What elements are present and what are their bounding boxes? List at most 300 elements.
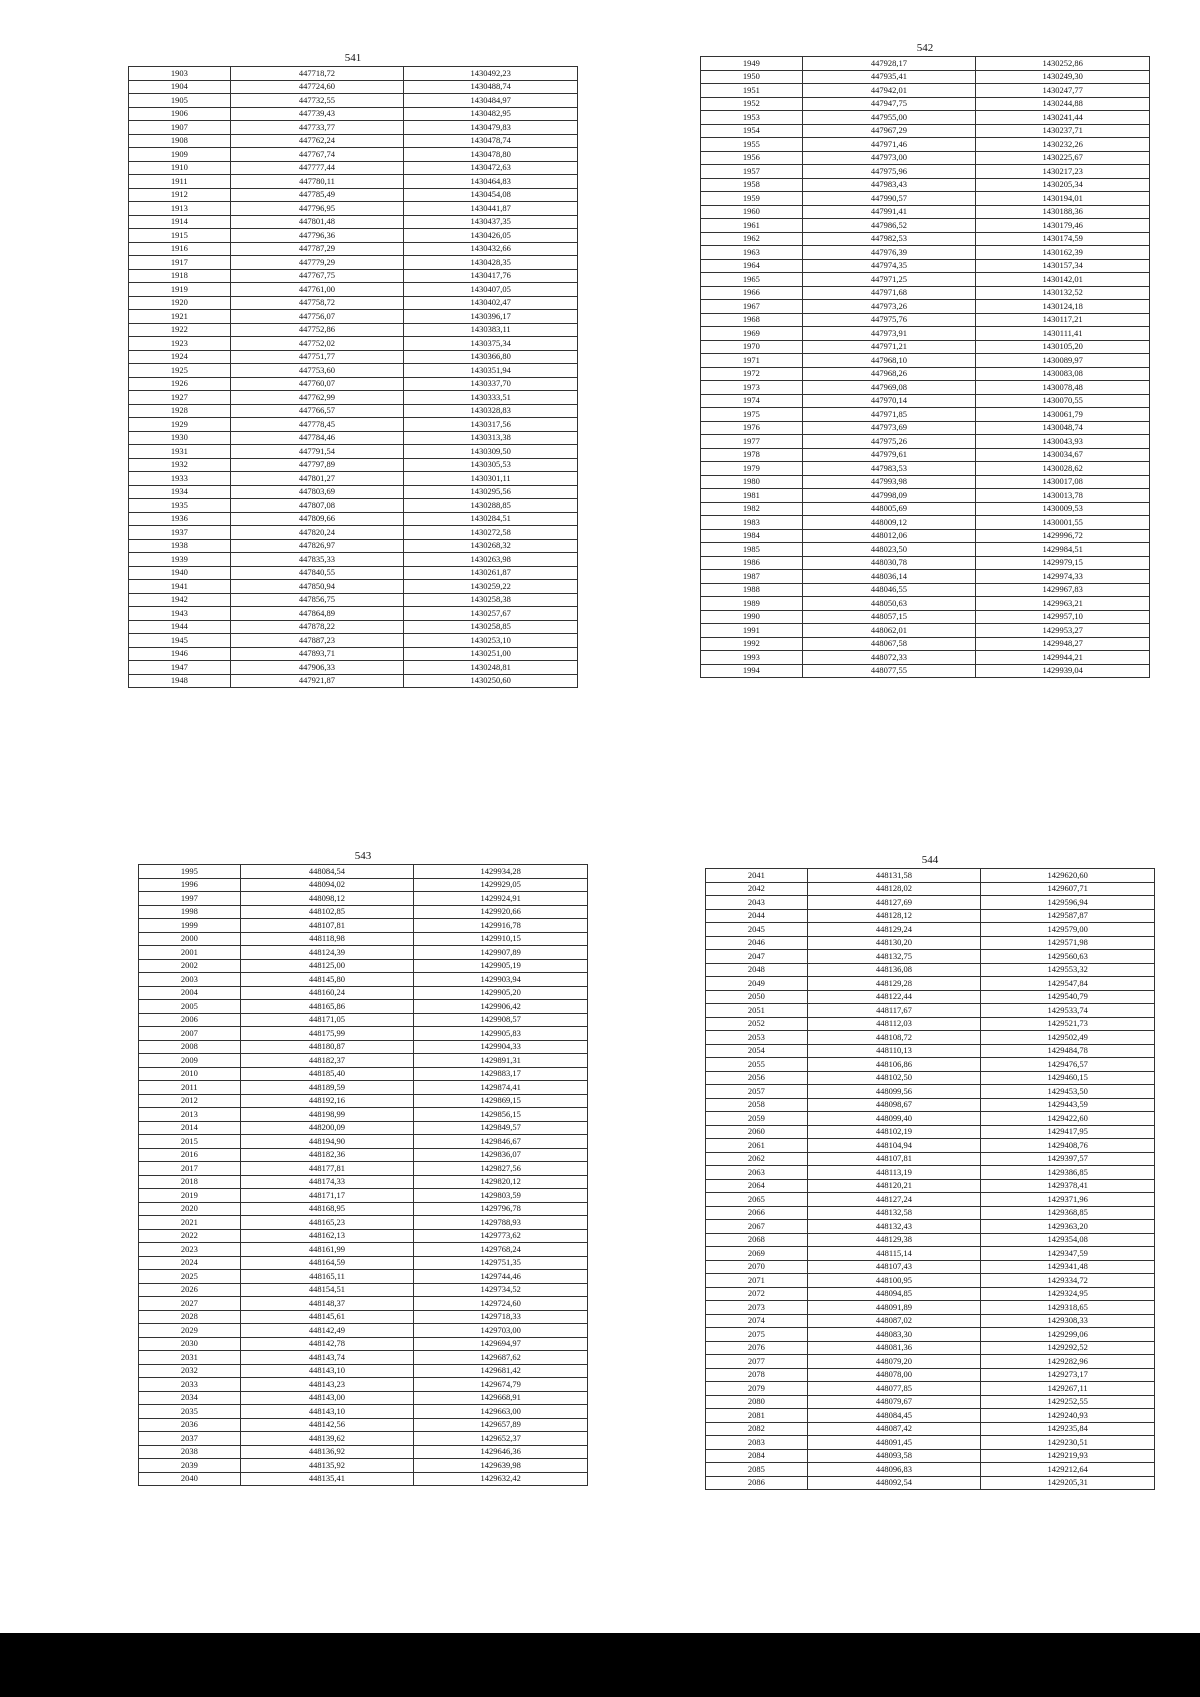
point-number: 1923: [129, 337, 231, 351]
y-coordinate: 1430464,83: [404, 175, 578, 189]
y-coordinate: 1430437,35: [404, 215, 578, 229]
table-row: [706, 936, 1155, 950]
point-number: 1997: [139, 892, 241, 906]
table-row: [706, 1085, 1155, 1099]
table-row: [706, 1395, 1155, 1409]
table-row: [701, 570, 1150, 584]
table-row: [139, 1040, 588, 1054]
x-coordinate: 448113,19: [807, 1166, 981, 1180]
table-row: [706, 1463, 1155, 1477]
y-coordinate: 1429299,06: [981, 1328, 1155, 1342]
y-coordinate: 1429408,76: [981, 1139, 1155, 1153]
y-coordinate: 1430313,38: [404, 431, 578, 445]
point-number: 1932: [129, 458, 231, 472]
y-coordinate: 1430252,86: [976, 57, 1150, 71]
point-number: 1952: [701, 97, 803, 111]
point-number: 2079: [706, 1382, 808, 1396]
point-number: 2037: [139, 1432, 241, 1446]
point-number: 1972: [701, 367, 803, 381]
point-number: 1963: [701, 246, 803, 260]
x-coordinate: 448107,43: [807, 1260, 981, 1274]
x-coordinate: 447797,89: [230, 458, 404, 472]
y-coordinate: 1429308,33: [981, 1314, 1155, 1328]
y-coordinate: 1429869,15: [414, 1094, 588, 1108]
table-row: [139, 946, 588, 960]
point-number: 2080: [706, 1395, 808, 1409]
table-row: [129, 364, 578, 378]
point-number: 1943: [129, 607, 231, 621]
y-coordinate: 1430258,38: [404, 593, 578, 607]
x-coordinate: 447983,43: [802, 178, 976, 192]
x-coordinate: 448131,58: [807, 869, 981, 883]
y-coordinate: 1430105,20: [976, 340, 1150, 354]
y-coordinate: 1429422,60: [981, 1112, 1155, 1126]
y-coordinate: 1429363,20: [981, 1220, 1155, 1234]
x-coordinate: 447803,69: [230, 485, 404, 499]
point-number: 1930: [129, 431, 231, 445]
point-number: 1979: [701, 462, 803, 476]
point-number: 1975: [701, 408, 803, 422]
x-coordinate: 448175,99: [240, 1027, 414, 1041]
table-row: [129, 337, 578, 351]
point-number: 2070: [706, 1260, 808, 1274]
x-coordinate: 448164,59: [240, 1256, 414, 1270]
x-coordinate: 448057,15: [802, 610, 976, 624]
y-coordinate: 1429916,78: [414, 919, 588, 933]
x-coordinate: 447887,23: [230, 634, 404, 648]
table-row: [706, 1476, 1155, 1490]
point-number: 1949: [701, 57, 803, 71]
y-coordinate: 1429820,12: [414, 1175, 588, 1189]
x-coordinate: 448143,10: [240, 1405, 414, 1419]
table-row: [139, 1432, 588, 1446]
x-coordinate: 448102,85: [240, 905, 414, 919]
y-coordinate: 1429957,10: [976, 610, 1150, 624]
table-row: [706, 923, 1155, 937]
table-row: [139, 1256, 588, 1270]
x-coordinate: 447758,72: [230, 296, 404, 310]
y-coordinate: 1430247,77: [976, 84, 1150, 98]
y-coordinate: 1429417,95: [981, 1125, 1155, 1139]
point-number: 1978: [701, 448, 803, 462]
x-coordinate: 447975,26: [802, 435, 976, 449]
table-row: [706, 1139, 1155, 1153]
y-coordinate: 1430482,95: [404, 107, 578, 121]
x-coordinate: 448200,09: [240, 1121, 414, 1135]
table-row: [706, 1031, 1155, 1045]
table-row: [129, 472, 578, 486]
table-row: [129, 323, 578, 337]
table-row: [129, 391, 578, 405]
x-coordinate: 447733,77: [230, 121, 404, 135]
y-coordinate: 1430492,23: [404, 67, 578, 81]
y-coordinate: 1429856,15: [414, 1108, 588, 1122]
page-number: 544: [921, 854, 939, 866]
y-coordinate: 1430017,08: [976, 475, 1150, 489]
y-coordinate: 1430043,93: [976, 435, 1150, 449]
y-coordinate: 1429205,31: [981, 1476, 1155, 1490]
point-number: 1995: [139, 865, 241, 879]
x-coordinate: 448127,69: [807, 896, 981, 910]
y-coordinate: 1429849,57: [414, 1121, 588, 1135]
table-row: [706, 1220, 1155, 1234]
y-coordinate: 1429905,83: [414, 1027, 588, 1041]
y-coordinate: 1429318,65: [981, 1301, 1155, 1315]
x-coordinate: 448185,40: [240, 1067, 414, 1081]
x-coordinate: 448143,23: [240, 1378, 414, 1392]
y-coordinate: 1430402,47: [404, 296, 578, 310]
table-row: [129, 418, 578, 432]
point-number: 1955: [701, 138, 803, 152]
table-row: [706, 1368, 1155, 1382]
point-number: 1988: [701, 583, 803, 597]
point-number: 1994: [701, 664, 803, 678]
y-coordinate: 1430174,59: [976, 232, 1150, 246]
table-row: [139, 1121, 588, 1135]
point-number: 2001: [139, 946, 241, 960]
point-number: 2065: [706, 1193, 808, 1207]
point-number: 2039: [139, 1459, 241, 1473]
table-row: [701, 516, 1150, 530]
table-row: [139, 1445, 588, 1459]
table-row: [139, 1310, 588, 1324]
table-row: [129, 445, 578, 459]
y-coordinate: 1429378,41: [981, 1179, 1155, 1193]
y-coordinate: 1430417,76: [404, 269, 578, 283]
point-number: 2064: [706, 1179, 808, 1193]
y-coordinate: 1429386,85: [981, 1166, 1155, 1180]
y-coordinate: 1430188,36: [976, 205, 1150, 219]
point-number: 2082: [706, 1422, 808, 1436]
table-row: [701, 273, 1150, 287]
point-number: 2036: [139, 1418, 241, 1432]
point-number: 2032: [139, 1364, 241, 1378]
table-row: [701, 259, 1150, 273]
table-row: [129, 296, 578, 310]
table-row: [139, 973, 588, 987]
point-number: 2049: [706, 977, 808, 991]
table-row: [139, 1270, 588, 1284]
table-row: [129, 580, 578, 594]
y-coordinate: 1429639,98: [414, 1459, 588, 1473]
table-row: [706, 1449, 1155, 1463]
x-coordinate: 448084,54: [240, 865, 414, 879]
x-coordinate: 448081,36: [807, 1341, 981, 1355]
point-number: 1962: [701, 232, 803, 246]
point-number: 2044: [706, 909, 808, 923]
y-coordinate: 1429694,97: [414, 1337, 588, 1351]
point-number: 1904: [129, 80, 231, 94]
y-coordinate: 1430162,39: [976, 246, 1150, 260]
table-row: [129, 134, 578, 148]
point-number: 2012: [139, 1094, 241, 1108]
table-row: [701, 367, 1150, 381]
table-row: [139, 959, 588, 973]
y-coordinate: 1429846,67: [414, 1135, 588, 1149]
point-number: 2029: [139, 1324, 241, 1338]
table-row: [706, 1382, 1155, 1396]
table-row: [139, 1391, 588, 1405]
y-coordinate: 1429827,56: [414, 1162, 588, 1176]
x-coordinate: 448078,00: [807, 1368, 981, 1382]
table-row: [139, 932, 588, 946]
x-coordinate: 447991,41: [802, 205, 976, 219]
x-coordinate: 447780,11: [230, 175, 404, 189]
y-coordinate: 1429905,20: [414, 986, 588, 1000]
point-number: 2067: [706, 1220, 808, 1234]
table-row: [129, 67, 578, 81]
point-number: 1983: [701, 516, 803, 530]
x-coordinate: 448099,56: [807, 1085, 981, 1099]
x-coordinate: 448198,99: [240, 1108, 414, 1122]
y-coordinate: 1430441,87: [404, 202, 578, 216]
x-coordinate: 447976,39: [802, 246, 976, 260]
table-row: [129, 431, 578, 445]
table-row: [701, 462, 1150, 476]
x-coordinate: 448192,16: [240, 1094, 414, 1108]
point-number: 1926: [129, 377, 231, 391]
point-number: 2081: [706, 1409, 808, 1423]
y-coordinate: 1429979,15: [976, 556, 1150, 570]
x-coordinate: 447975,96: [802, 165, 976, 179]
table-row: [129, 350, 578, 364]
table-row: [701, 165, 1150, 179]
y-coordinate: 1429334,72: [981, 1274, 1155, 1288]
point-number: 2086: [706, 1476, 808, 1490]
table-row: [706, 963, 1155, 977]
point-number: 1956: [701, 151, 803, 165]
x-coordinate: 448079,20: [807, 1355, 981, 1369]
point-number: 2018: [139, 1175, 241, 1189]
y-coordinate: 1429571,98: [981, 936, 1155, 950]
y-coordinate: 1429657,89: [414, 1418, 588, 1432]
x-coordinate: 448094,02: [240, 878, 414, 892]
y-coordinate: 1429579,00: [981, 923, 1155, 937]
x-coordinate: 447993,98: [802, 475, 976, 489]
point-number: 1993: [701, 651, 803, 665]
table-row: [139, 1108, 588, 1122]
y-coordinate: 1429687,62: [414, 1351, 588, 1365]
y-coordinate: 1430351,94: [404, 364, 578, 378]
x-coordinate: 448120,21: [807, 1179, 981, 1193]
y-coordinate: 1430248,81: [404, 661, 578, 675]
x-coordinate: 448194,90: [240, 1135, 414, 1149]
point-number: 1910: [129, 161, 231, 175]
x-coordinate: 448143,74: [240, 1351, 414, 1365]
x-coordinate: 448128,12: [807, 909, 981, 923]
x-coordinate: 448129,28: [807, 977, 981, 991]
point-number: 2048: [706, 963, 808, 977]
x-coordinate: 448098,67: [807, 1098, 981, 1112]
x-coordinate: 448096,83: [807, 1463, 981, 1477]
point-number: 2085: [706, 1463, 808, 1477]
page-542: [700, 40, 1150, 678]
y-coordinate: 1429443,59: [981, 1098, 1155, 1112]
y-coordinate: 1430001,55: [976, 516, 1150, 530]
point-number: 2040: [139, 1472, 241, 1486]
y-coordinate: 1429903,94: [414, 973, 588, 987]
point-number: 2041: [706, 869, 808, 883]
point-number: 1938: [129, 539, 231, 553]
point-number: 2059: [706, 1112, 808, 1126]
y-coordinate: 1430028,62: [976, 462, 1150, 476]
table-row: [701, 313, 1150, 327]
table-row: [701, 489, 1150, 503]
y-coordinate: 1430251,00: [404, 647, 578, 661]
x-coordinate: 447970,14: [802, 394, 976, 408]
y-coordinate: 1429235,84: [981, 1422, 1155, 1436]
point-number: 2023: [139, 1243, 241, 1257]
x-coordinate: 447809,66: [230, 512, 404, 526]
x-coordinate: 448115,14: [807, 1247, 981, 1261]
point-number: 1937: [129, 526, 231, 540]
table-row: [706, 1206, 1155, 1220]
table-row: [706, 1017, 1155, 1031]
point-number: 2035: [139, 1405, 241, 1419]
x-coordinate: 447732,55: [230, 94, 404, 108]
x-coordinate: 447893,71: [230, 647, 404, 661]
point-number: 2056: [706, 1071, 808, 1085]
point-number: 2024: [139, 1256, 241, 1270]
table-row: [701, 327, 1150, 341]
table-row: [706, 869, 1155, 883]
x-coordinate: 448118,98: [240, 932, 414, 946]
y-coordinate: 1429620,60: [981, 869, 1155, 883]
table-row: [706, 1004, 1155, 1018]
y-coordinate: 1430111,41: [976, 327, 1150, 341]
y-coordinate: 1429632,42: [414, 1472, 588, 1486]
y-coordinate: 1429521,73: [981, 1017, 1155, 1031]
point-number: 2074: [706, 1314, 808, 1328]
y-coordinate: 1430484,97: [404, 94, 578, 108]
table-row: [706, 1112, 1155, 1126]
point-number: 1944: [129, 620, 231, 634]
table-row: [139, 1324, 588, 1338]
x-coordinate: 448077,85: [807, 1382, 981, 1396]
x-coordinate: 448161,99: [240, 1243, 414, 1257]
table-row: [129, 647, 578, 661]
x-coordinate: 447752,02: [230, 337, 404, 351]
x-coordinate: 447878,22: [230, 620, 404, 634]
y-coordinate: 1429596,94: [981, 896, 1155, 910]
point-number: 2051: [706, 1004, 808, 1018]
table-row: [129, 620, 578, 634]
point-number: 1911: [129, 175, 231, 189]
x-coordinate: 448171,05: [240, 1013, 414, 1027]
point-number: 1999: [139, 919, 241, 933]
table-row: [701, 502, 1150, 516]
x-coordinate: 448145,61: [240, 1310, 414, 1324]
y-coordinate: 1429484,78: [981, 1044, 1155, 1058]
x-coordinate: 447826,97: [230, 539, 404, 553]
x-coordinate: 447990,57: [802, 192, 976, 206]
x-coordinate: 447762,99: [230, 391, 404, 405]
point-number: 1960: [701, 205, 803, 219]
table-row: [701, 556, 1150, 570]
point-number: 1984: [701, 529, 803, 543]
y-coordinate: 1430396,17: [404, 310, 578, 324]
point-number: 1918: [129, 269, 231, 283]
x-coordinate: 448124,39: [240, 946, 414, 960]
point-number: 2058: [706, 1098, 808, 1112]
x-coordinate: 448136,92: [240, 1445, 414, 1459]
y-coordinate: 1429292,52: [981, 1341, 1155, 1355]
y-coordinate: 1430124,18: [976, 300, 1150, 314]
y-coordinate: 1430259,22: [404, 580, 578, 594]
y-coordinate: 1429460,15: [981, 1071, 1155, 1085]
y-coordinate: 1430284,51: [404, 512, 578, 526]
point-number: 2061: [706, 1139, 808, 1153]
x-coordinate: 447975,76: [802, 313, 976, 327]
x-coordinate: 448182,37: [240, 1054, 414, 1068]
table-row: [129, 526, 578, 540]
x-coordinate: 447864,89: [230, 607, 404, 621]
x-coordinate: 447739,43: [230, 107, 404, 121]
point-number: 1933: [129, 472, 231, 486]
y-coordinate: 1429984,51: [976, 543, 1150, 557]
x-coordinate: 448165,23: [240, 1216, 414, 1230]
point-number: 2002: [139, 959, 241, 973]
x-coordinate: 448182,36: [240, 1148, 414, 1162]
x-coordinate: 448050,63: [802, 597, 976, 611]
x-coordinate: 448154,51: [240, 1283, 414, 1297]
x-coordinate: 448189,59: [240, 1081, 414, 1095]
y-coordinate: 1429929,05: [414, 878, 588, 892]
y-coordinate: 1430179,46: [976, 219, 1150, 233]
point-number: 1977: [701, 435, 803, 449]
page-543: [138, 848, 588, 1486]
point-number: 2028: [139, 1310, 241, 1324]
x-coordinate: 448005,69: [802, 502, 976, 516]
point-number: 1922: [129, 323, 231, 337]
point-number: 1903: [129, 67, 231, 81]
table-row: [129, 94, 578, 108]
x-coordinate: 447968,10: [802, 354, 976, 368]
x-coordinate: 447850,94: [230, 580, 404, 594]
x-coordinate: 448127,24: [807, 1193, 981, 1207]
table-row: [701, 192, 1150, 206]
y-coordinate: 1429948,27: [976, 637, 1150, 651]
x-coordinate: 447921,87: [230, 674, 404, 688]
coordinate-table: [705, 868, 1155, 1490]
y-coordinate: 1430305,53: [404, 458, 578, 472]
point-number: 1976: [701, 421, 803, 435]
table-row: [139, 905, 588, 919]
y-coordinate: 1429646,36: [414, 1445, 588, 1459]
x-coordinate: 448142,78: [240, 1337, 414, 1351]
table-row: [139, 1297, 588, 1311]
y-coordinate: 1429230,51: [981, 1436, 1155, 1450]
x-coordinate: 447784,46: [230, 431, 404, 445]
table-row: [129, 634, 578, 648]
x-coordinate: 447971,21: [802, 340, 976, 354]
x-coordinate: 447760,07: [230, 377, 404, 391]
x-coordinate: 447766,57: [230, 404, 404, 418]
point-number: 2072: [706, 1287, 808, 1301]
table-row: [139, 1472, 588, 1486]
y-coordinate: 1429587,87: [981, 909, 1155, 923]
table-row: [139, 1283, 588, 1297]
table-row: [129, 242, 578, 256]
y-coordinate: 1429924,91: [414, 892, 588, 906]
x-coordinate: 447753,60: [230, 364, 404, 378]
point-number: 1920: [129, 296, 231, 310]
y-coordinate: 1429906,42: [414, 1000, 588, 1014]
x-coordinate: 447718,72: [230, 67, 404, 81]
y-coordinate: 1429240,93: [981, 1409, 1155, 1423]
x-coordinate: 448168,95: [240, 1202, 414, 1216]
table-row: [701, 151, 1150, 165]
